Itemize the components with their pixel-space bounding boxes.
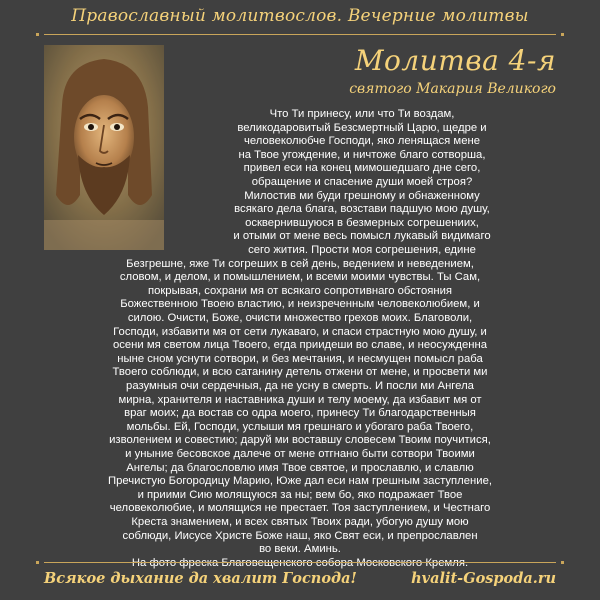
prayer-line: мольбы. Ей, Господи, услыши мя грешнаго и убогаго раба Твоего,	[126, 420, 474, 433]
prayer-line: ныне сном уснути сотвори, и без мечтания, и несмущен помысл раба	[117, 352, 483, 365]
prayer-line	[44, 557, 556, 571]
prayer-line: соблюди, Иисусе Христе Боже наш, яко Свят еси, и препрославлен	[122, 529, 478, 542]
prayer-line: Господи, избавити мя от сети лукаваго, и спаси страстную мою душу, и	[113, 325, 487, 338]
prayer-line: человеколюбче Господи, яко ленящася мене	[243, 135, 481, 148]
prayer-line: и отыми от мене весь помысл лукавый видимаго	[233, 230, 491, 243]
divider-dot	[36, 561, 39, 564]
prayer-line: Ангелы; да благословлю имя Твое святое, и прославлю, и славлю	[126, 461, 474, 474]
prayer-line: обращение и спасение души моей строя?	[251, 176, 473, 188]
prayer-line: Божественною Твоею властию, и неизреченным человеколюбием, и	[120, 298, 480, 311]
prayer-line: человеколюбие, и молящися не престает. Тоя заступлением, и Честнаго	[109, 502, 491, 515]
prayer-line: Что Ти принесу, или что Ти воздам,	[269, 108, 455, 120]
prayer-line: Креста знамением, и всех святых Твоих ради, убогую душу мою	[131, 516, 469, 528]
fresco-face-icon	[44, 45, 164, 250]
prayer-line: словом, и делом, и помышлением, и всеми моими чувствы. Ты Сам,	[119, 271, 481, 284]
prayer-line: покрывая, сохрани мя от всякаго сопротивнаго обстояния	[147, 284, 453, 297]
bottom-divider	[44, 562, 556, 563]
prayer-line: привел еси на конец мимошедшаго дне сего,	[243, 162, 481, 175]
prayer-line: враг моих; да востав со одра моего, принесу Ти благодарственныя	[124, 407, 476, 420]
divider-dot	[561, 33, 564, 36]
prayer-line: силою. Очисти, Боже, очисти множество грехов моих. Благоволи,	[127, 312, 473, 324]
prayer-line: Твоего соблюди, и всю сатанину детель отжени от мене, и просвети ми	[112, 366, 488, 379]
prayer-line: сего жития. Прости моя согрешения, едине	[248, 244, 476, 256]
prayer-line: во веки. Аминь.	[259, 543, 341, 556]
prayer-line: осени мя светом лица Твоего, егда приидеши во славе, и неосужденна	[112, 339, 488, 352]
footer-motto: Всякое дыхание да хвалит Господа!	[44, 570, 357, 587]
prayer-subtitle: святого Макария Великого	[349, 81, 556, 97]
prayer-line: Безгрешне, яже Ти согреших в сей день, ведением и неведением,	[126, 257, 474, 270]
top-divider	[44, 34, 556, 35]
prayer-title: Молитва 4-я	[354, 44, 556, 77]
prayer-line: великодаровитый Безсмертный Царю, щедре и	[237, 121, 487, 134]
prayer-line: изволением и совестию; даруй ми воставшу словесем Твоим поучитися,	[109, 434, 491, 447]
prayer-line: всякаго дела блага, возстави падшую мою душу,	[234, 203, 490, 216]
header-title: Православный молитвослов. Вечерние молитвы	[71, 6, 529, 26]
prayer-line: Пречистую Богородицу Марию, Юже дал еси нам грешным заступление,	[107, 475, 493, 488]
fresco-image	[44, 45, 164, 250]
prayer-line: осквернившуюся в безмерных согрешениих,	[245, 216, 479, 229]
prayer-line: и приими Сию молящуюся за ны; вем бо, яко подражает Твое	[137, 488, 463, 501]
prayer-line: Милостив ми буди грешному и обнаженному	[244, 189, 480, 202]
prayer-line: на Твое угождение, и ничтоже благо сотворша,	[238, 148, 486, 161]
prayer-line: и уныние бесовское далече от мене отгнано быти сотвори Твоими	[125, 448, 475, 460]
divider-dot	[36, 33, 39, 36]
footer-site-link[interactable]: hvalit-Gospoda.ru	[411, 570, 556, 587]
divider-dot	[561, 561, 564, 564]
prayer-line: разумныя очи сердечныя, да не усну в смерть. И посли ми Ангела	[126, 380, 474, 392]
prayer-line: мирна, хранителя и наставника души и телу моему, да избавит мя от	[118, 393, 482, 406]
